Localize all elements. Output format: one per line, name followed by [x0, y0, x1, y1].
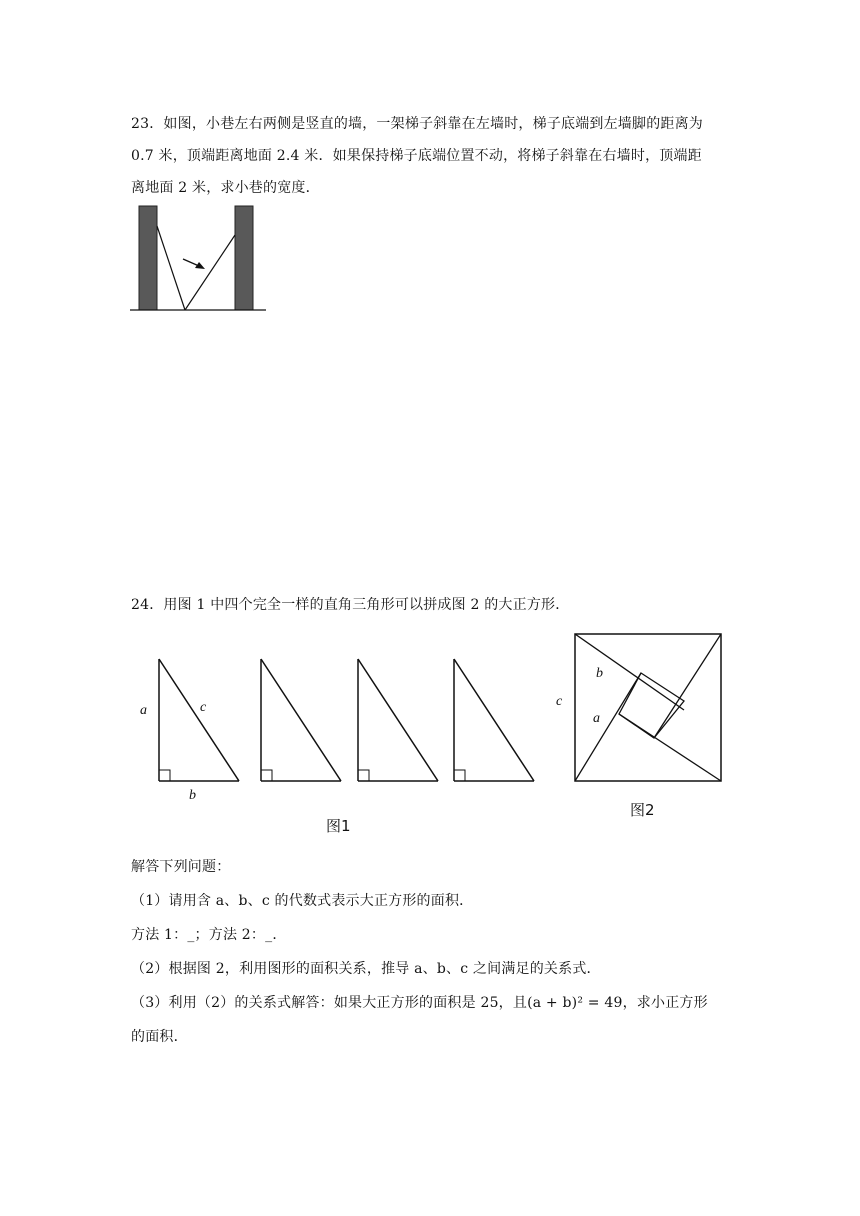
- alley-ladder-figure: [125, 200, 275, 320]
- q23-line-2: 0.7 米，顶端距离地面 2.4 米．如果保持梯子底端位置不动，将梯子斜靠在右墙时，顶端距: [131, 148, 702, 164]
- q24-part-1: （1）请用含 a、b、c 的代数式表示大正方形的面积．: [131, 893, 474, 909]
- q23-line-3: 离地面 2 米，求小巷的宽度．: [131, 180, 320, 196]
- figure-2-caption: 图2: [630, 801, 655, 819]
- outer-square: [575, 634, 721, 781]
- figure-1-caption: 图1: [326, 817, 351, 835]
- q24-part-3-line-1: （3）利用（2）的关系式解答：如果大正方形的面积是 25，且(a + b)² = 49，求小正方形: [131, 995, 708, 1011]
- q23-line-1: 23．如图，小巷左右两侧是竖直的墙，一架梯子斜靠在左墙时，梯子底端到左墙脚的距离为: [131, 116, 704, 132]
- figure-2-square: [550, 625, 730, 825]
- q24-intro: 解答下列问题：: [131, 859, 231, 875]
- q24-methods: 方法 1：_；方法 2：_．: [131, 927, 287, 943]
- q24-part-3-line-2: 的面积．: [131, 1029, 188, 1045]
- label-a-fig1: a: [140, 703, 147, 718]
- label-b-fig1: b: [189, 788, 196, 803]
- left-wall: [139, 206, 157, 310]
- triangle-3: [358, 659, 438, 781]
- ladder-right: [185, 235, 235, 310]
- inner-pinwheel: [575, 634, 721, 781]
- ladder-left: [157, 226, 185, 310]
- q24-part-2: （2）根据图 2，利用图形的面积关系，推导 a、b、c 之间满足的关系式．: [131, 961, 601, 977]
- figure-1-triangles: [130, 650, 550, 840]
- label-c-fig2: c: [556, 694, 563, 709]
- triangle-2: [261, 659, 341, 781]
- label-c-fig1: c: [200, 700, 207, 715]
- label-b-fig2: b: [596, 666, 603, 681]
- label-a-fig2: a: [593, 711, 600, 726]
- arrow-shaft: [183, 259, 199, 266]
- triangle-1: [159, 659, 239, 781]
- right-wall: [235, 206, 253, 310]
- q24-title: 24．用图 1 中四个完全一样的直角三角形可以拼成图 2 的大正方形．: [131, 597, 570, 613]
- triangle-4: [454, 659, 534, 781]
